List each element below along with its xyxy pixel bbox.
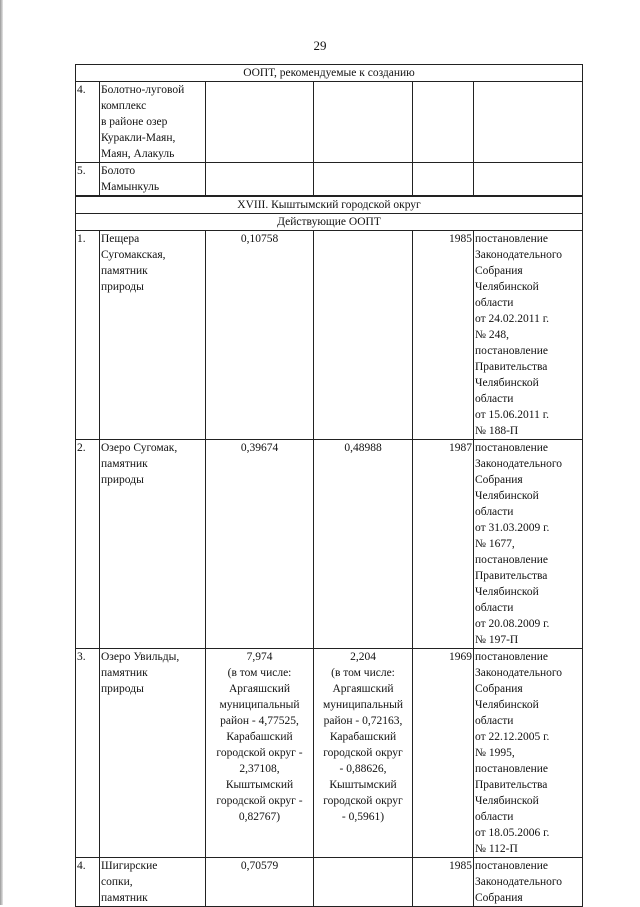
year-established: 1985 [413, 231, 474, 440]
buffer-zone-value: 0,48988 [314, 440, 413, 649]
area-value: 7,974 (в том числе: Аргаяшский муниципальный район - 4,77525, Карабашский городской округ - 2,37108, Кыштымский городской округ - 0,82767) [206, 649, 314, 858]
row-number: 4. [76, 858, 100, 907]
row-number: 2. [76, 440, 100, 649]
area-value: 0,39674 [206, 440, 314, 649]
table-row [76, 82, 583, 163]
year-established: 1985 [413, 858, 474, 907]
legal-documents: постановление Законодательного Собрания [474, 858, 583, 907]
row-number: 5. [76, 163, 100, 197]
row-number: 3. [76, 649, 100, 858]
year-established: 1987 [413, 440, 474, 649]
section-subheader-row [76, 214, 583, 231]
buffer-zone-value [314, 82, 413, 163]
area-name: Шигирские сопки, памятник [100, 858, 206, 907]
legal-documents [474, 163, 583, 197]
area-name: Озеро Увильды, памятник природы [100, 649, 206, 858]
year-established: 1969 [413, 649, 474, 858]
year-established [413, 82, 474, 163]
area-value: 0,70579 [206, 858, 314, 907]
year-established [413, 163, 474, 197]
table-row [76, 858, 583, 907]
area-value [206, 163, 314, 197]
section-header: XVIII. Кыштымский городской округ [76, 196, 583, 214]
section-header-row [76, 196, 583, 214]
buffer-zone-value [314, 858, 413, 907]
row-number: 1. [76, 231, 100, 440]
buffer-zone-value [314, 163, 413, 197]
row-number: 4. [76, 82, 100, 163]
section-header-row [76, 65, 583, 82]
table-row [76, 231, 583, 440]
buffer-zone-value [314, 231, 413, 440]
section-header: ООПТ, рекомендуемые к созданию [76, 65, 583, 82]
buffer-zone-value: 2,204 (в том числе: Аргаяшский муниципальный район - 0,72163, Карабашский городской округ - 0,88626, Кыштымский городской округ - 0,5961) [314, 649, 413, 858]
table-row [76, 649, 583, 858]
area-name: Болото Мамынкуль [100, 163, 206, 197]
area-value: 0,10758 [206, 231, 314, 440]
protected-areas-table [75, 64, 583, 907]
legal-documents: постановление Законодательного Собрания Челябинской области от 22.12.2005 г. № 1995, постановление Правительства Челябинской области от 18.05.2006 г. № 112-П [474, 649, 583, 858]
scan-edge [0, 0, 3, 905]
area-value [206, 82, 314, 163]
page-number: 29 [313, 38, 327, 53]
legal-documents: постановление Законодательного Собрания Челябинской области от 24.02.2011 г. № 248, постановление Правительства Челябинской области от 15.06.2011 г. № 188-П [474, 231, 583, 440]
area-name: Озеро Сугомак, памятник природы [100, 440, 206, 649]
table-row [76, 440, 583, 649]
area-name: Болотно-луговой комплекс в районе озер Куракли-Маян, Маян, Алакуль [100, 82, 206, 163]
section-subheader: Действующие ООПТ [76, 214, 583, 231]
legal-documents [474, 82, 583, 163]
legal-documents: постановление Законодательного Собрания Челябинской области от 31.03.2009 г. № 1677, постановление Правительства Челябинской области от 20.08.2009 г. № 197-П [474, 440, 583, 649]
area-name: Пещера Сугомакская, памятник природы [100, 231, 206, 440]
table-row [76, 163, 583, 197]
